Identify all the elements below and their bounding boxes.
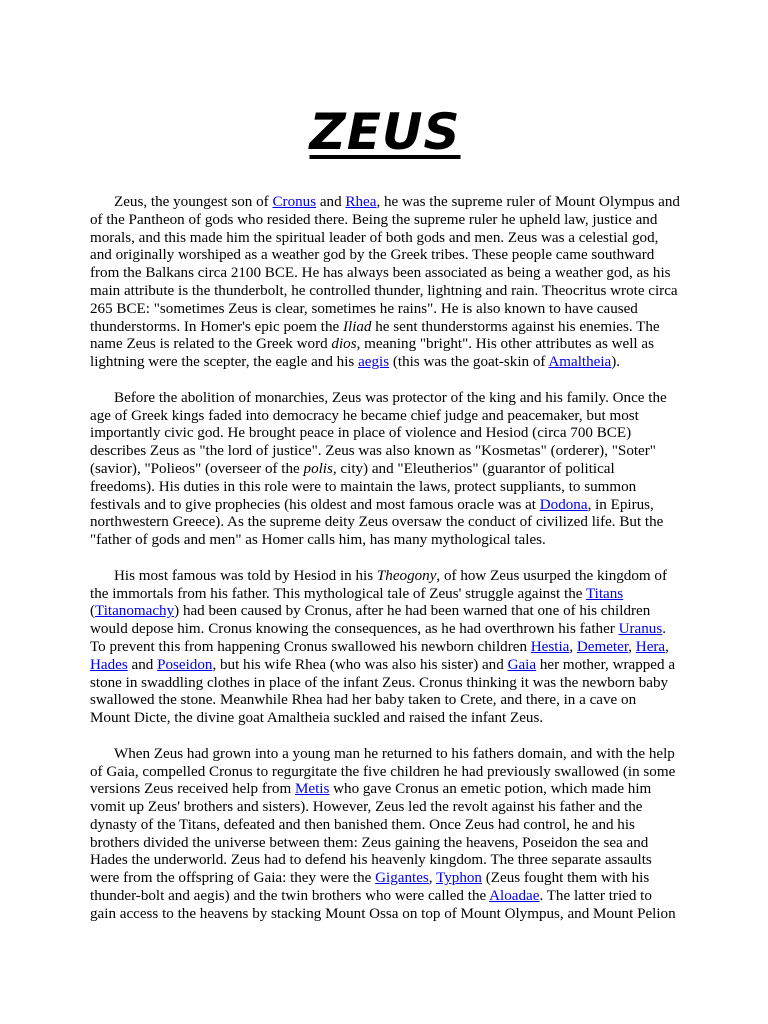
paragraph-3 [90,568,680,728]
link-cronus[interactable]: Cronus [272,194,317,210]
text: When Zeus had grown into a young man he returned to his fathers domain, and with the help of Gaia, compelled Cronus to regurgitate the five children he had previously swallowed (in some versions Zeus received help from [90,745,676,798]
paragraph-2 [90,390,680,550]
link-titanomachy[interactable]: Titanomachy [95,603,175,620]
italic-theogony: Theogony [376,567,437,584]
text: ) had been caused by Cronus, after he had been warned that one of his children would depose him. Cronus knowing the consequences, as he had overthrown his father [90,603,651,638]
text: His most famous was told by Hesiod in his [114,567,377,584]
paragraph-4 [90,746,680,924]
text: (Zeus fought them with his thunder-bolt and aegis) and the twin brothers who were called the [90,870,650,905]
text: who gave Cronus an emetic potion, which made him vomit up Zeus' brothers and sisters). However, Zeus led the revolt against his father and the dynasty of the Titans, defeated and then banished them. Once Zeus had control, he and his brothers divided the universe between them: Zeus gaining the heavens, Poseidon the sea and Hades the underworld. Zeus had to defend his heavenly kingdom. The three separate assaults were from the offspring of Gaia: they were the [90,781,652,887]
link-titans[interactable]: Titans [585,585,624,602]
italic-dios: dios [331,336,357,353]
text: ( [90,603,96,620]
text: her mother, wrapped a stone in swaddling clothes in place of the infant Zeus. Cronus thinking it was the newborn baby swallowed the stone. Meanwhile Rhea had her baby taken to Crete, and there, in a cave on Mount Dicte, the divine goat Amaltheia suckled and raised the infant Zeus. [90,656,676,727]
text: Before the abolition of monarchies, Zeus was protector of the king and his family. Once the age of Greek kings faded into democracy he became chief judge and peacemaker, but most importantly civic god. He brought peace in place of violence and Hesiod (circa 700 BCE) describes Zeus as "the lord of justice". Zeus was also known as "Kosmetas" (orderer), "Soter" (savior), "Polieos" (overseer of the [90,389,667,477]
text: ). [611,354,621,371]
text: , [628,638,636,655]
link-aloadae[interactable]: Aloadae [489,888,540,905]
link-aegis[interactable]: aegis [358,354,390,371]
link-rhea[interactable]: Rhea [345,194,377,210]
link-metis[interactable]: Metis [294,781,330,798]
text: (this was the goat-skin of [389,354,549,371]
link-demeter[interactable]: Demeter [576,638,629,655]
link-gigantes[interactable]: Gigantes [375,870,429,887]
text: . To prevent this from happening Cronus swallowed his newborn children [90,621,666,655]
document-page [90,100,680,941]
text: . The latter tried to gain access to the heavens by stacking Mount Ossa on top of Mount Olympus, and Mount Pelion [90,888,676,922]
text: , [665,638,669,655]
italic-iliad: Iliad [342,318,372,335]
text: , city) and "Eleutherios" (guarantor of political freedoms). His duties in this role were to maintain the laws, protect suppliants, to summon festivals and to give prophecies (his oldest and most famous oracle was at [90,460,637,513]
text: , of how Zeus usurped the kingdom of the immortals from his father. This mythological tale of Zeus' struggle against the [90,567,667,602]
text: , in Epirus, northwestern Greece). As the supreme deity Zeus oversaw the conduct of civilized life. But the "father of gods and men" as Homer calls him, has many mythological tales. [90,496,664,549]
text: Zeus, the youngest son of [114,194,273,210]
text: , [569,638,577,655]
text: and [127,656,158,673]
link-uranus[interactable]: Uranus [618,621,663,638]
link-dodona[interactable]: Dodona [539,496,588,513]
link-typhon[interactable]: Typhon [436,870,482,887]
italic-polis: polis [303,460,333,477]
paragraph-1 [90,194,680,372]
text: , he was the supreme ruler of Mount Olympus and of the Pantheon of gods who resided there. Being the supreme ruler he upheld law, justice and morals, and this made him the spiritual leader of both gods and men. Zeus was a celestial god, and originally worshiped as a weather god by the Greek tribes. These people came southward from the Balkans circa 2100 BCE. He has always been associated as being a weather god, as his main attribute is the thunderbolt, he controlled thunder, lightning and rain. Theocritus wrote circa 265 BCE: "sometimes Zeus is clear, sometimes he rains". He is also known to have caused thunderstorms. In Homer's epic poem the [90,194,680,335]
link-hades[interactable]: Hades [90,656,128,673]
page-title: ZEUS [309,103,461,161]
text: and [316,194,346,210]
text: he sent thunderstorms against his enemies. The name Zeus is related to the Greek word [90,318,660,353]
link-poseidon[interactable]: Poseidon [157,656,213,673]
text: , [428,870,437,887]
text: , but his wife Rhea (who was also his sister) and [212,656,508,673]
link-hera[interactable]: Hera [635,638,666,655]
link-hestia[interactable]: Hestia [530,638,570,655]
link-gaia[interactable]: Gaia [507,656,537,673]
text: , meaning "bright". His other attributes as well as lightning were the scepter, the eagle and his [90,336,654,371]
link-amaltheia[interactable]: Amaltheia [548,354,612,371]
